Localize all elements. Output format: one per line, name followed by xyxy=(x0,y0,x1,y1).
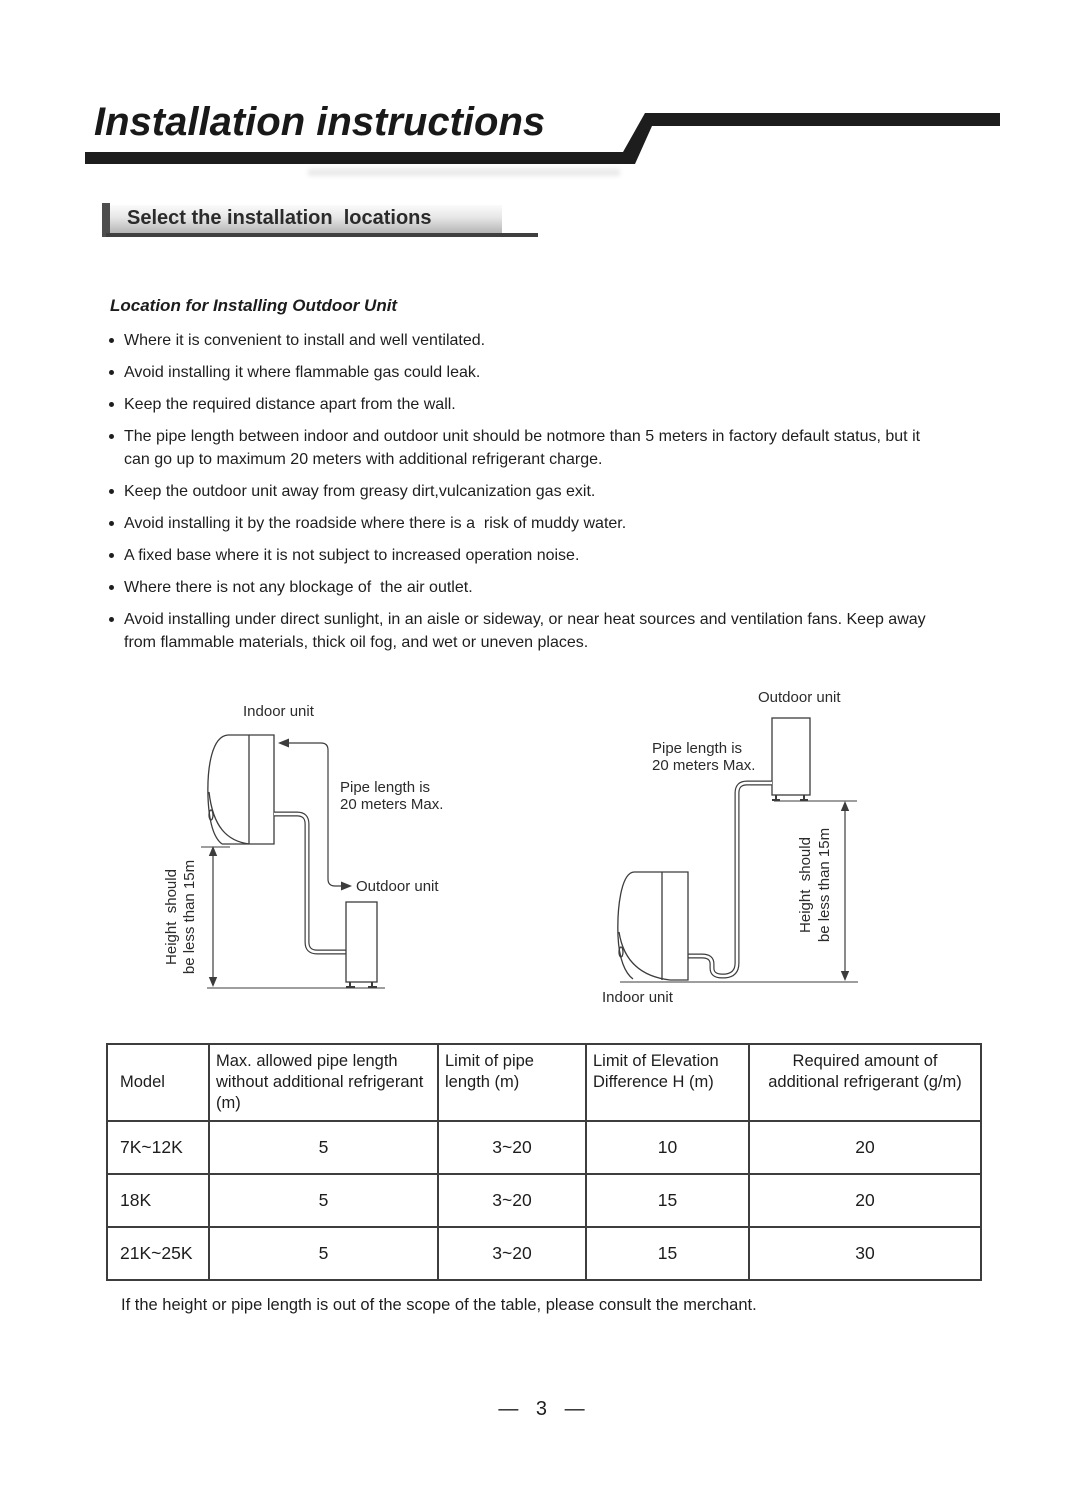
arrow-down-icon xyxy=(841,971,849,981)
section-header-underline xyxy=(106,233,538,237)
page-number: — 3 — xyxy=(498,1398,585,1420)
section-header-title: Select the installation locations xyxy=(127,207,432,229)
cell-elevation: 10 xyxy=(586,1121,749,1174)
cell-elevation: 15 xyxy=(586,1174,749,1227)
col-header-model: Model xyxy=(107,1044,209,1121)
bullet-item: Avoid installing under direct sunlight, in an aisle or sideway, or near heat sources and ventilation fans. Keep away from flammable materials, thick oil fog, and wet or uneven places. xyxy=(107,608,943,654)
cell-refrigerant: 20 xyxy=(749,1121,981,1174)
bullet-item: Avoid installing it by the roadside where there is a risk of muddy water. xyxy=(107,512,943,535)
outdoor-unit-drawing xyxy=(772,718,810,800)
outdoor-unit-drawing xyxy=(346,902,377,987)
cell-model: 21K~25K xyxy=(107,1227,209,1280)
refrigerant-pipe xyxy=(274,814,346,952)
cell-elevation: 15 xyxy=(586,1227,749,1280)
cell-limit-pipe: 3~20 xyxy=(438,1121,586,1174)
table-row xyxy=(107,1121,981,1174)
section-header-box xyxy=(110,205,502,233)
col-header-limit-pipe-length: Limit of pipe length (m) xyxy=(438,1044,586,1121)
pipe-note-line1: Pipe length is xyxy=(340,779,431,796)
arrow-up-icon xyxy=(841,801,849,811)
diagram-indoor-above-outdoor xyxy=(150,695,470,1020)
arrow-right-icon xyxy=(341,882,352,891)
cell-model: 7K~12K xyxy=(107,1121,209,1174)
spec-table xyxy=(106,1043,982,1281)
subsection-heading: Location for Installing Outdoor Unit xyxy=(110,296,398,315)
table-header-row xyxy=(107,1044,981,1121)
scan-artifact xyxy=(308,169,620,176)
table-row xyxy=(107,1174,981,1227)
outdoor-unit-label: Outdoor unit xyxy=(356,878,439,895)
col-header-refrigerant-amount: Required amount of additional refrigerant (g/m) xyxy=(749,1044,981,1121)
cell-model: 18K xyxy=(107,1174,209,1227)
bullet-item: Keep the required distance apart from the wall. xyxy=(107,393,943,416)
pipe-note-line2: 20 meters Max. xyxy=(340,796,444,813)
diagram-outdoor-above-indoor xyxy=(600,680,870,1015)
table-row xyxy=(107,1227,981,1280)
indoor-unit-label: Indoor unit xyxy=(243,703,314,720)
left-diagram-lines xyxy=(201,735,385,988)
height-note-line1: Height should xyxy=(797,837,814,933)
indoor-unit-label: Indoor unit xyxy=(602,989,673,1006)
cell-max-pipe: 5 xyxy=(209,1174,438,1227)
page-title: Installation instructions xyxy=(94,100,546,144)
indoor-unit-drawing xyxy=(618,872,688,980)
refrigerant-pipe xyxy=(688,783,772,976)
pipe-note-line1: Pipe length is xyxy=(652,740,743,757)
height-note-line1: Height should xyxy=(163,869,180,965)
cell-limit-pipe: 3~20 xyxy=(438,1227,586,1280)
pipe-note-line2: 20 meters Max. xyxy=(652,757,756,774)
cell-max-pipe: 5 xyxy=(209,1227,438,1280)
height-note-line2: be less than 15m xyxy=(816,827,833,943)
bullet-item: Avoid installing it where flammable gas could leak. xyxy=(107,361,943,384)
col-header-elevation-difference: Limit of Elevation Difference H (m) xyxy=(586,1044,749,1121)
bullet-item: The pipe length between indoor and outdoor unit should be notmore than 5 meters in factory default status, but it can go up to maximum 20 meters with additional refrigerant charge. xyxy=(107,425,943,471)
col-header-max-pipe-length: Max. allowed pipe length without additional refrigerant (m) xyxy=(209,1044,438,1121)
indoor-unit-drawing xyxy=(208,735,274,844)
bullet-item: Where there is not any blockage of the air outlet. xyxy=(107,576,943,599)
outdoor-unit-label: Outdoor unit xyxy=(758,689,841,706)
cell-limit-pipe: 3~20 xyxy=(438,1174,586,1227)
table-footnote: If the height or pipe length is out of the scope of the table, please consult the merchant. xyxy=(121,1296,757,1314)
bullet-item: Keep the outdoor unit away from greasy dirt,vulcanization gas exit. xyxy=(107,480,943,503)
bullet-item: Where it is convenient to install and well ventilated. xyxy=(107,329,943,352)
banner-shape xyxy=(85,113,1000,164)
arrow-down-icon xyxy=(209,977,217,987)
section-header-left-bar xyxy=(102,203,110,237)
cell-refrigerant: 30 xyxy=(749,1227,981,1280)
bullet-list xyxy=(107,329,943,663)
cell-refrigerant: 20 xyxy=(749,1174,981,1227)
bullet-item: A fixed base where it is not subject to increased operation noise. xyxy=(107,544,943,567)
height-note-line2: be less than 15m xyxy=(181,859,198,975)
cell-max-pipe: 5 xyxy=(209,1121,438,1174)
arrow-left-icon xyxy=(278,739,289,748)
